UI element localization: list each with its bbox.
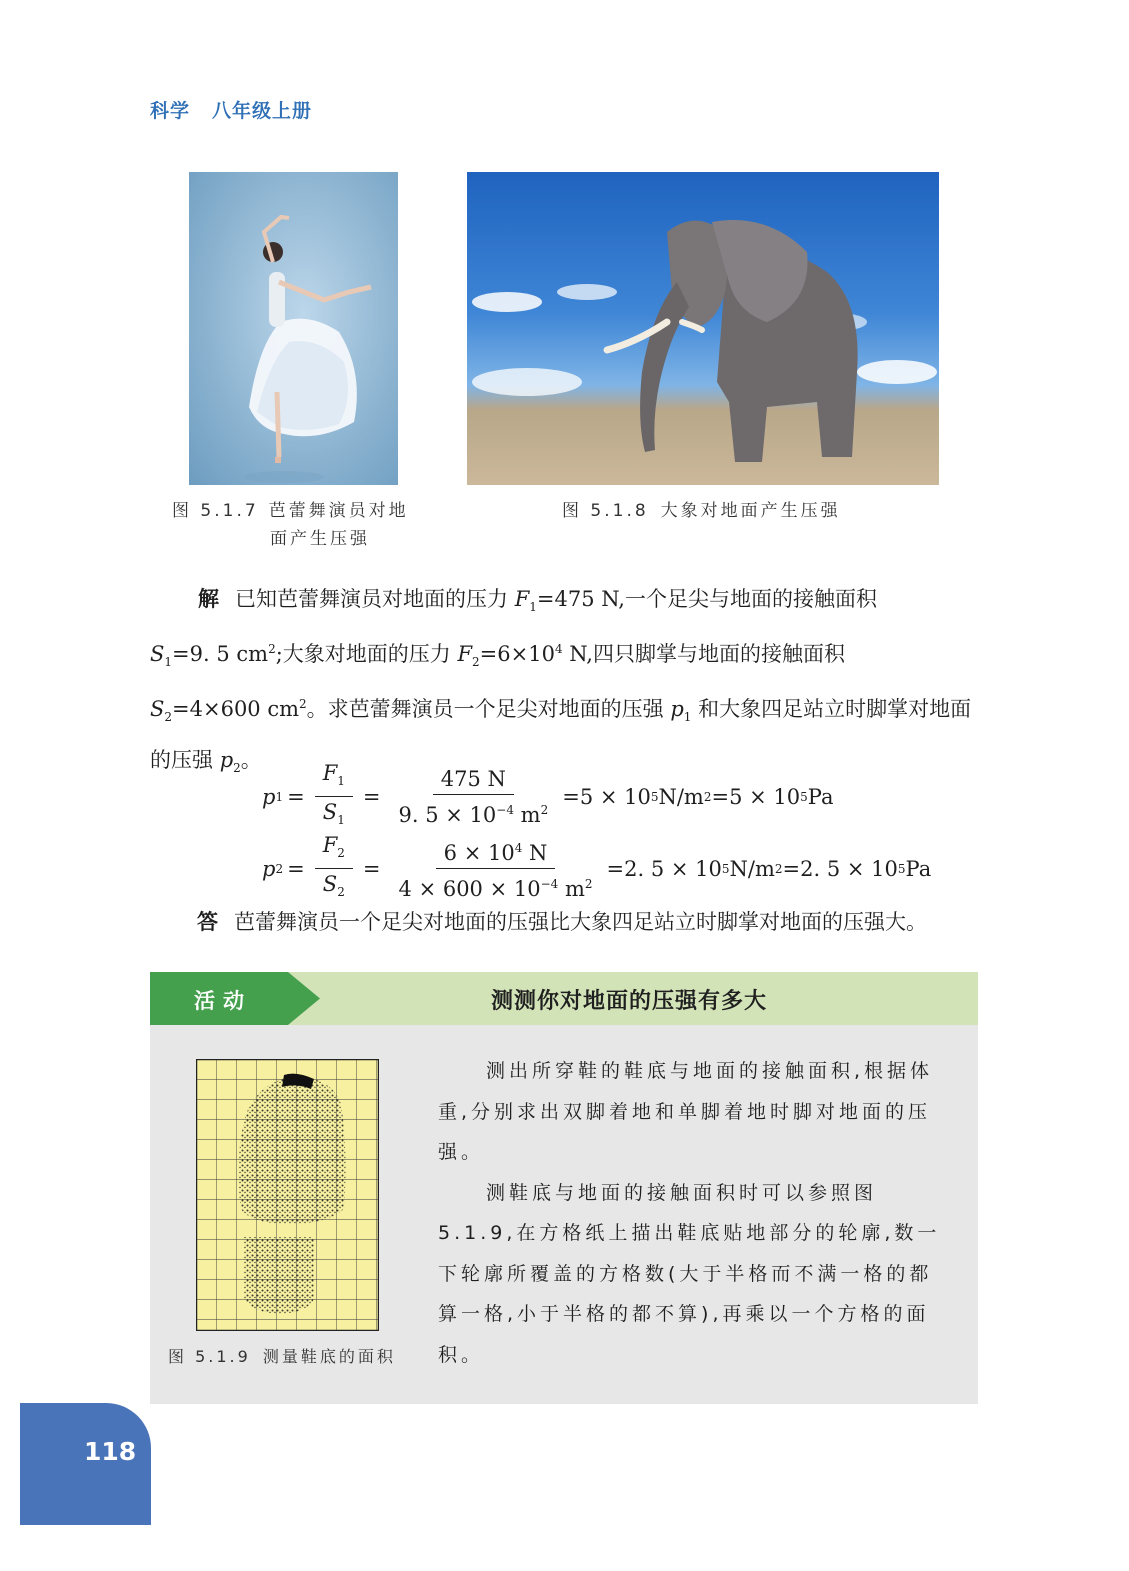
- figure-5-1-7-caption: [172, 497, 432, 553]
- formula-p2: [262, 830, 931, 907]
- subscript: 2: [337, 885, 345, 900]
- symbol-F: F: [514, 587, 530, 611]
- subscript: 1: [275, 789, 284, 804]
- equals-sign: =: [362, 856, 381, 881]
- solution-text: 。: [240, 747, 262, 772]
- solution-text: =475 N,一个足尖与地面的接触面积: [536, 587, 877, 611]
- running-header: [150, 96, 334, 123]
- superscript: 2: [299, 697, 307, 712]
- denominator-unit: m: [558, 877, 585, 902]
- activity-paragraph-1: 测出所穿鞋的鞋底与地面的接触面积,根据体重,分别求出双脚着地和单脚着地时脚对地面的压强。: [438, 1060, 934, 1163]
- result: =2. 5 × 10: [606, 856, 722, 881]
- activity-title: 测测你对地面的压强有多大: [491, 989, 768, 1014]
- caption-text: 芭蕾舞演员对地: [268, 501, 409, 521]
- figure-number: 图 5.1.9: [168, 1347, 251, 1366]
- equals-sign: =: [287, 856, 305, 881]
- superscript: 5: [721, 861, 730, 876]
- numerator: F: [322, 761, 338, 785]
- solution-text: =4×600 cm: [172, 697, 300, 722]
- activity-tab-label: 活动: [194, 989, 252, 1013]
- numerator: F: [322, 833, 338, 857]
- result: =5 × 10: [711, 784, 801, 809]
- symbol-S: S: [150, 642, 165, 667]
- subscript: 1: [337, 774, 345, 789]
- superscript: −4: [496, 802, 514, 817]
- subscript: 1: [337, 813, 345, 828]
- symbol-F: F: [457, 642, 473, 667]
- equals-sign: =: [287, 784, 305, 809]
- denominator-unit: m: [513, 802, 541, 827]
- result-unit: Pa: [807, 784, 834, 809]
- result: =2. 5 × 10: [782, 856, 898, 881]
- answer-paragraph: [197, 902, 997, 942]
- solution-text: =9. 5 cm: [172, 642, 269, 667]
- caption-text: 测量鞋底的面积: [262, 1347, 396, 1366]
- superscript: 5: [800, 789, 808, 804]
- denominator: 9. 5 × 10: [398, 802, 497, 827]
- superscript: 2: [268, 642, 276, 657]
- grid-paper-illustration: [196, 1059, 379, 1331]
- solution-text: 已知芭蕾舞演员对地面的压力: [235, 587, 515, 611]
- activity-paragraph-2: 测鞋底与地面的接触面积时可以参照图5.1.9,在方格纸上描出鞋底贴地部分的轮廓,数一下轮廓所覆盖的方格数(大于半格而不满一格的都算一格,小于半格的都不算),再乘以一个方格的面积。: [438, 1181, 941, 1366]
- result-unit: Pa: [905, 856, 932, 881]
- solution-text: 和大象四足站立时脚掌对地面的压强: [150, 697, 972, 772]
- ballerina-illustration: [189, 172, 398, 485]
- subscript: 1: [164, 655, 173, 670]
- caption-text-line2: 面产生压强: [270, 529, 370, 549]
- denominator: 4 × 600 × 10: [398, 877, 541, 902]
- figure-number: 图 5.1.7: [172, 501, 259, 521]
- subscript: 2: [164, 710, 173, 725]
- superscript: 4: [554, 642, 563, 657]
- subscript: 2: [233, 760, 241, 775]
- fraction-symbolic: [315, 758, 353, 835]
- fraction-symbolic: [315, 830, 353, 907]
- equals-sign: =: [362, 784, 381, 809]
- superscript: 2: [584, 877, 593, 892]
- superscript: 2: [774, 861, 783, 876]
- figure-number: 图 5.1.8: [562, 501, 649, 521]
- superscript: 4: [514, 841, 523, 856]
- header-book: 八年级上册: [212, 100, 313, 122]
- solution-text: N,四只脚掌与地面的接触面积: [562, 642, 845, 667]
- page-number: 118: [84, 1437, 137, 1466]
- solution-text: =6×10: [479, 642, 555, 667]
- symbol-S: S: [150, 697, 165, 722]
- symbol-p: p: [670, 697, 684, 722]
- subscript: 1: [529, 600, 537, 615]
- subscript: 1: [683, 710, 692, 725]
- symbol-p: p: [219, 747, 234, 772]
- denominator: S: [322, 800, 338, 825]
- solution-label: 解: [198, 587, 219, 611]
- numerator: 475 N: [433, 764, 514, 795]
- subscript: 2: [275, 861, 284, 876]
- numerator-unit: N: [522, 841, 548, 866]
- superscript: 5: [650, 789, 659, 804]
- superscript: 2: [703, 789, 712, 804]
- formula-p1: [262, 758, 833, 835]
- numerator: 6 × 10: [443, 841, 515, 866]
- solution-text: 。求芭蕾舞演员一个足尖对地面的压强: [306, 697, 671, 722]
- figure-5-1-9-caption: [168, 1344, 396, 1367]
- fraction-numeric: [391, 764, 557, 830]
- elephant-photo: [467, 172, 939, 485]
- formula-lhs: p: [262, 784, 276, 809]
- superscript: −4: [540, 877, 559, 892]
- answer-label: 答: [197, 910, 218, 934]
- formula-lhs: p: [262, 856, 276, 881]
- denominator: S: [322, 872, 338, 897]
- subscript: 2: [337, 846, 345, 861]
- caption-text: 大象对地面产生压强: [660, 501, 841, 521]
- result-unit: N/m: [729, 856, 775, 881]
- figure-5-1-8-caption: [562, 497, 841, 525]
- elephant-illustration: [467, 172, 939, 485]
- shoe-sole-grid-figure: [196, 1059, 379, 1331]
- superscript: 5: [897, 861, 906, 876]
- result-unit: N/m: [658, 784, 704, 809]
- solution-text: ;大象对地面的压力: [275, 642, 458, 667]
- header-subject: 科学: [150, 100, 191, 122]
- fraction-numeric: [391, 833, 601, 904]
- ballerina-photo: [189, 172, 398, 485]
- result: =5 × 10: [562, 784, 651, 809]
- subscript: 2: [472, 655, 480, 670]
- superscript: 2: [540, 802, 549, 817]
- answer-text: 芭蕾舞演员一个足尖对地面的压强比大象四足站立时脚掌对地面的压强大。: [234, 910, 927, 934]
- activity-text: [438, 1051, 943, 1375]
